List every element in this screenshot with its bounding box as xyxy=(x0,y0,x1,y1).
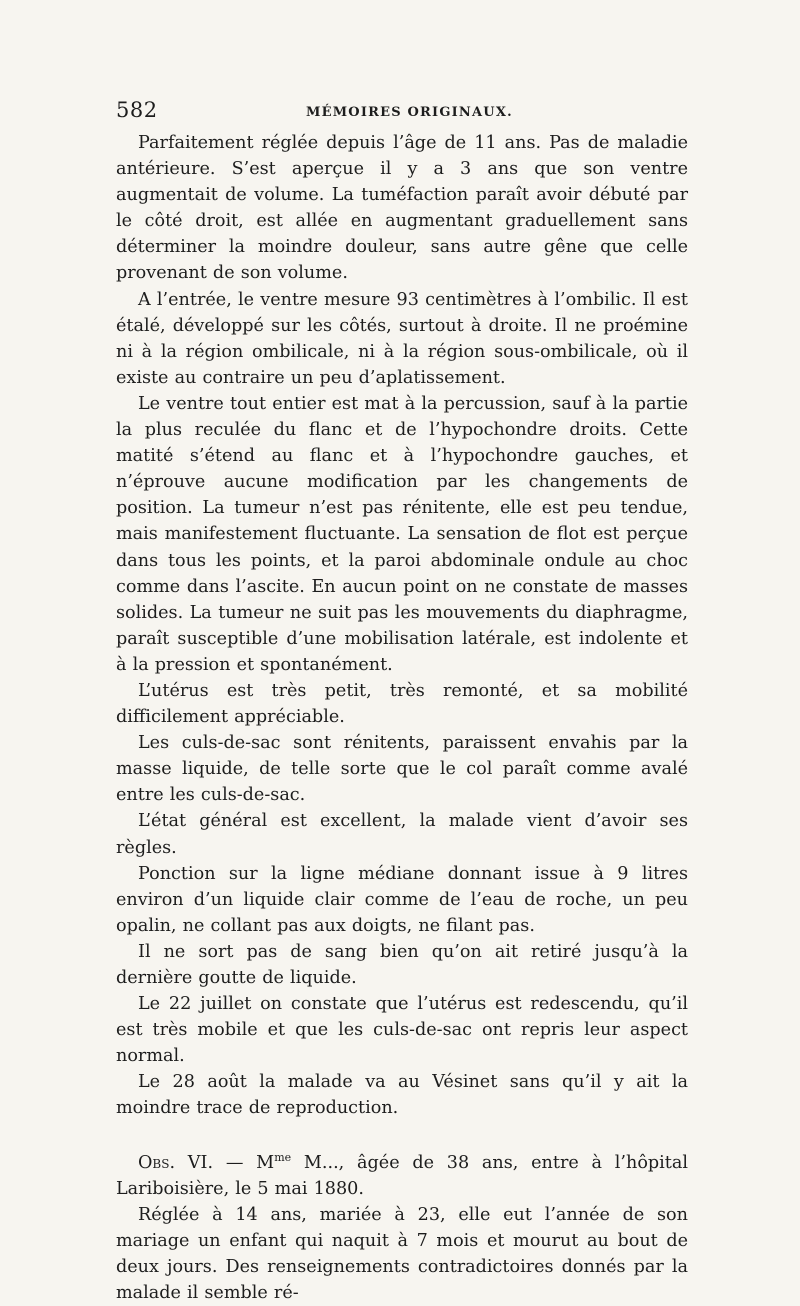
document-page xyxy=(116,98,688,1306)
paragraph: Parfaitement réglée depuis l’âge de 11 ans. Pas de maladie antérieure. S’est aperçue il y a 3 ans que son ventre augmentait de volume. La tuméfaction paraît avoir débuté par le côté droit, est allée en augmentant graduellement sans déterminer la moindre douleur, sans autre gêne que celle provenant de son volume. xyxy=(116,133,688,284)
paragraph: A l’entrée, le ventre mesure 93 centimètres à l’ombilic. Il est étalé, développé sur les côtés, surtout à droite. Il ne proémine ni à la région ombilicale, ni à la région sous-ombilicale, où il existe au contraire un peu d’aplatissement. xyxy=(116,289,688,388)
observation-heading xyxy=(116,1150,688,1202)
paragraph: Réglée à 14 ans, mariée à 23, elle eut l’année de son mariage un enfant qui naquit à 7 mois et mourut au bout de deux jours. Des renseignements contradictoires donnés par la malade il semble ré- xyxy=(116,1204,688,1304)
observation-label: Obs. VI. xyxy=(138,1152,214,1173)
body-text xyxy=(116,130,688,1306)
section-gap xyxy=(116,1122,688,1150)
running-head: MÉMOIRES ORIGINAUX. xyxy=(306,105,513,120)
paragraph: Ponction sur la ligne médiane donnant issue à 9 litres environ d’un liquide clair comme de l’eau de roche, un peu opalin, ne collant pas aux doigts, ne filant pas. xyxy=(116,863,688,936)
paragraph: L’utérus est très petit, très remonté, et sa mobilité difficilement appréciable. xyxy=(116,680,688,728)
observation-details: M..., âgée de 38 ans, entre à l’hôpital Lariboisière, le 5 mai 1880. xyxy=(116,1152,688,1199)
observation-title: M xyxy=(256,1152,275,1173)
page-number: 582 xyxy=(116,98,158,122)
paragraph: Le ventre tout entier est mat à la percussion, sauf à la partie la plus reculée du flanc et de l’hypochondre droits. Cette matité s’étend au flanc et à l’hypochondre gauches, et n’éprouve aucune modification par les changements de position. La tumeur n’est pas rénitente, elle est peu tendue, mais manifestement fluctuante. La sensation de flot est perçue dans tous les points, et la paroi abdominale ondule au choc comme dans l’ascite. En aucun point on ne constate de masses solides. La tumeur ne suit pas les mouvements du diaphragme, paraît susceptible d’une mobilisation latérale, est indolente et à la pression et spontanément. xyxy=(116,393,688,675)
paragraph: Le 22 juillet on constate que l’utérus est redescendu, qu’il est très mobile et que les culs-de-sac ont repris leur aspect normal. xyxy=(116,994,688,1067)
paragraph: Il ne sort pas de sang bien qu’on ait retiré jusqu’à la dernière goutte de liquide. xyxy=(116,941,688,988)
paragraph: L’état général est excellent, la malade vient d’avoir ses règles. xyxy=(116,811,688,858)
observation-title-superscript: me xyxy=(274,1150,292,1164)
paragraph: Les culs-de-sac sont rénitents, paraissent envahis par la masse liquide, de telle sorte que le col paraît comme avalé entre les culs-de-sac. xyxy=(116,733,688,806)
paragraph: Le 28 août la malade va au Vésinet sans qu’il y ait la moindre trace de reproduction. xyxy=(116,1072,688,1119)
observation-dash: — xyxy=(213,1152,257,1173)
page-header xyxy=(116,98,688,130)
